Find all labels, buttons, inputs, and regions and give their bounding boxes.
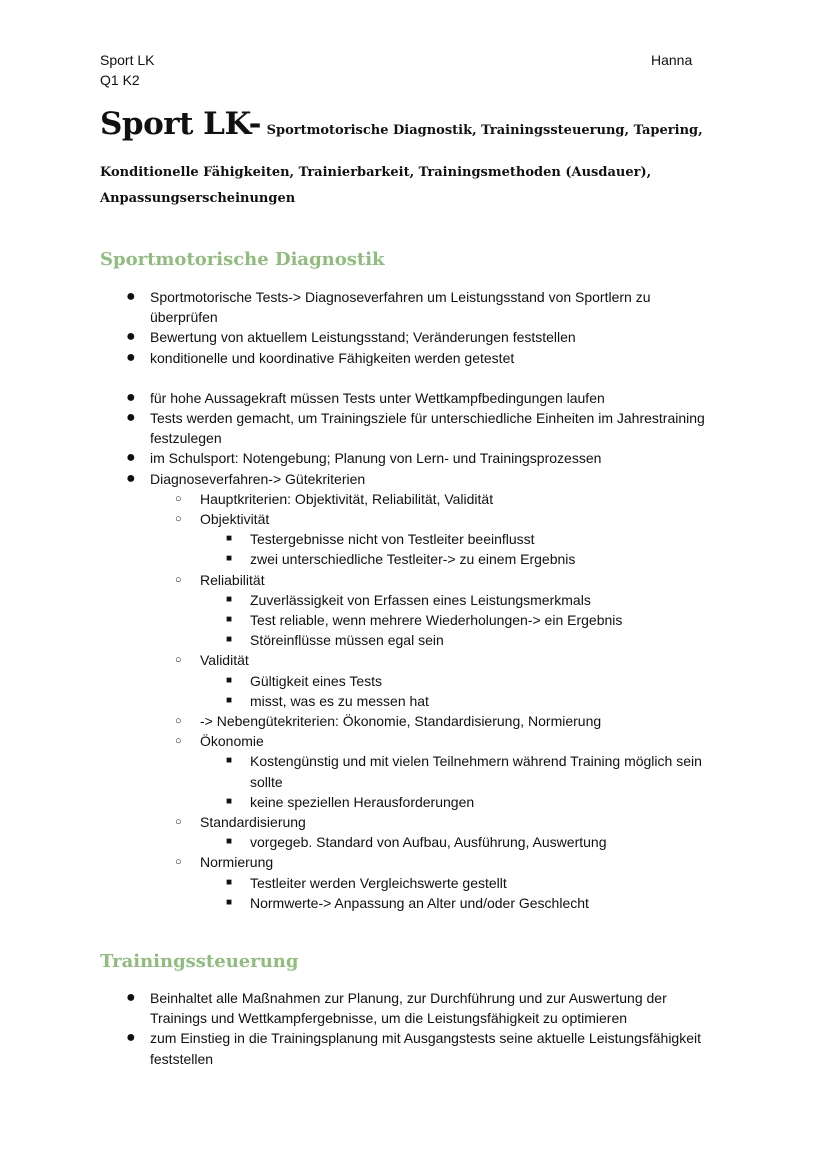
list-item: ○ Ökonomie	[0, 731, 715, 751]
bullet-square-icon: ■	[226, 533, 233, 545]
list-item: ● Bewertung von aktuellem Leistungsstand; Veränderungen feststellen	[0, 327, 715, 347]
list-item: ■ Zuverlässigkeit von Erfassen eines Leistungsmerkmals	[0, 590, 715, 610]
bullet-disc-icon: ●	[126, 469, 136, 487]
title-sub-2: Konditionelle Fähigkeiten, Trainierbarkeit, Trainingsmethoden (Ausdauer),	[100, 165, 652, 180]
list-item: ■ zwei unterschiedliche Testleiter-> zu einem Ergebnis	[0, 549, 715, 569]
bullet-disc-icon: ●	[126, 348, 136, 366]
bullet-disc-icon: ●	[126, 288, 136, 305]
bullet-square-icon: ■	[226, 614, 233, 626]
list-item: ● im Schulsport: Notengebung; Planung von Lern- und Trainingsprozessen	[0, 448, 715, 468]
header-term: Q1 K2	[100, 72, 140, 88]
list-item: ■ Testergebnisse nicht von Testleiter beeinflusst	[0, 529, 715, 549]
list-item: ■ Test reliable, wenn mehrere Wiederholungen-> ein Ergebnis	[0, 610, 715, 630]
bullet-circle-icon: ○	[175, 735, 182, 748]
bullet-square-icon: ■	[226, 694, 233, 706]
list-item: ■ keine speziellen Herausforderungen	[0, 792, 715, 812]
bullet-square-icon: ■	[226, 896, 233, 908]
list-item: ● Sportmotorische Tests-> Diagnoseverfahren um Leistungsstand von Sportlern zu überprüfen	[126, 288, 651, 326]
list-item: ■ Störeinflüsse müssen egal sein	[0, 630, 715, 650]
header-author: Hanna	[651, 52, 693, 68]
list-item: ○ Objektivität	[0, 509, 715, 529]
title-sub-3: Anpassungserscheinungen	[100, 191, 296, 206]
bullet-square-icon: ■	[226, 755, 233, 767]
bullet-circle-icon: ○	[175, 573, 182, 586]
bullet-circle-icon: ○	[175, 492, 182, 505]
bullet-square-icon: ■	[226, 795, 233, 807]
list-item: ● Diagnoseverfahren-> Gütekriterien	[0, 469, 715, 489]
bullet-square-icon: ■	[226, 674, 233, 686]
title-sub-1: Sportmotorische Diagnostik, Trainingssteuerung, Tapering,	[266, 123, 703, 138]
bullet-square-icon: ■	[226, 593, 233, 605]
bullet-square-icon: ■	[226, 553, 233, 565]
trainingssteuerung-list	[0, 988, 828, 1069]
bullet-square-icon: ■	[226, 634, 233, 646]
list-item: ○ Normierung	[0, 852, 715, 872]
bullet-circle-icon: ○	[175, 513, 182, 526]
list-item: ○ -> Nebengütekriterien: Ökonomie, Standardisierung, Normierung	[0, 711, 715, 731]
list-item: ● für hohe Aussagekraft müssen Tests unter Wettkampfbedingungen laufen	[0, 388, 715, 408]
list-item: ● zum Einstieg in die Trainingsplanung mit Ausgangstests seine aktuelle Leistungsfähigkeit feststellen	[126, 1029, 701, 1067]
list-item: ■ Gültigkeit eines Tests	[0, 671, 715, 691]
list-item: ■ Kostengünstig und mit vielen Teilnehmern während Training möglich sein sollte	[226, 753, 702, 790]
bullet-circle-icon: ○	[175, 856, 182, 869]
bullet-disc-icon: ●	[126, 409, 136, 427]
bullet-square-icon: ■	[226, 876, 233, 888]
list-item: ○ Standardisierung	[0, 812, 715, 832]
list-item: ○ Validität	[0, 650, 715, 670]
bullet-circle-icon: ○	[175, 816, 182, 829]
title-main: Sport LK-	[100, 106, 262, 142]
bullet-disc-icon: ●	[126, 328, 136, 346]
header-course: Sport LK	[100, 52, 155, 68]
list-item: ● konditionelle und koordinative Fähigkeiten werden getestet	[0, 348, 715, 368]
bullet-disc-icon: ●	[126, 388, 136, 406]
list-item: ● Tests werden gemacht, um Trainingsziele für unterschiedliche Einheiten im Jahrestraining festzulegen	[126, 409, 705, 447]
section-heading-diagnostik: Sportmotorische Diagnostik	[100, 249, 385, 270]
bullet-circle-icon: ○	[175, 654, 182, 667]
bullet-disc-icon: ●	[126, 989, 136, 1006]
list-item: ● Beinhaltet alle Maßnahmen zur Planung, zur Durchführung und zur Auswertung der Trainings und Wettkampfergebnisse, um die Leistungsfähigkeit zu optimieren	[126, 989, 667, 1027]
list-item: ■ misst, was es zu messen hat	[0, 691, 715, 711]
bullet-square-icon: ■	[226, 836, 233, 848]
bullet-disc-icon: ●	[126, 1029, 136, 1047]
list-item: ■ vorgegeb. Standard von Aufbau, Ausführung, Auswertung	[0, 832, 715, 852]
list-item: ○ Reliabilität	[0, 570, 715, 590]
list-item: ■ Normwerte-> Anpassung an Alter und/oder Geschlecht	[0, 893, 715, 913]
list-item: ○ Hauptkriterien: Objektivität, Reliabilität, Validität	[0, 489, 715, 509]
bullet-circle-icon: ○	[175, 715, 182, 728]
document-title	[100, 102, 740, 212]
header-left	[100, 50, 154, 90]
list-item: ■ Testleiter werden Vergleichswerte gestellt	[0, 873, 715, 893]
section-heading-trainingssteuerung: Trainingssteuerung	[100, 951, 299, 972]
bullet-disc-icon: ●	[126, 449, 136, 467]
diagnostik-list	[0, 287, 828, 913]
